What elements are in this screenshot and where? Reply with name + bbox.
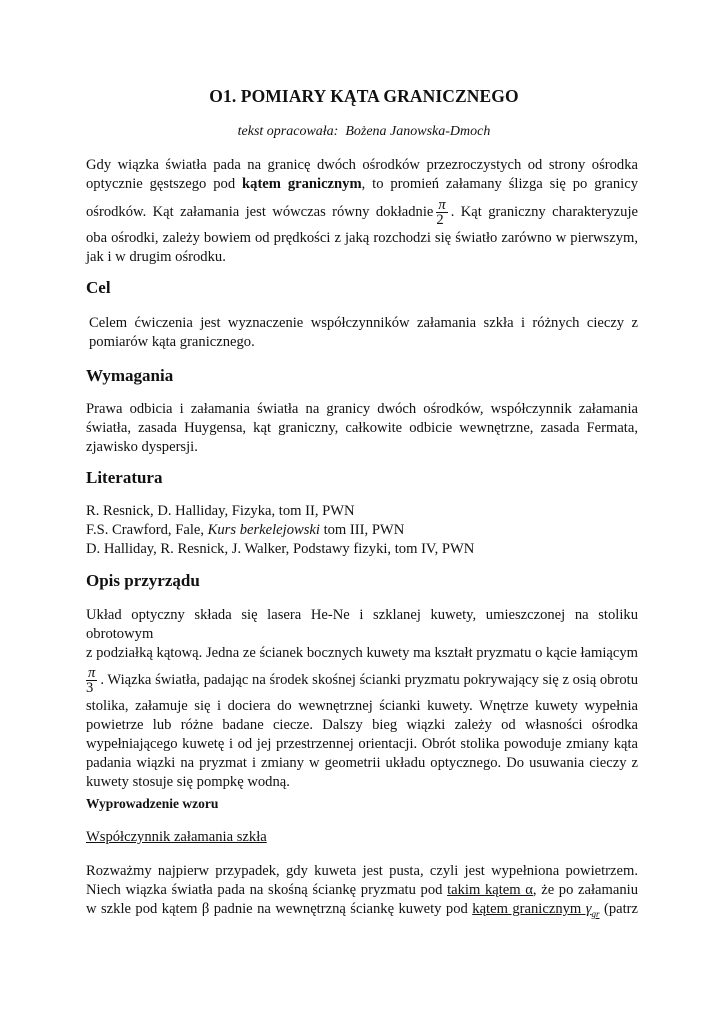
intro-line-5: jak i w drugim ośrodku. — [86, 249, 226, 265]
opis-line-3: $\frac{\pi}{3}$ . Wiązka światła, padając na środek skośnej ścianki pryzmatu pokrywający się z osią obrotu — [86, 665, 638, 696]
opis-line-7: padania wiązki na pryzmat i zmiany w geometrii układu optycznego. Do usuwania cieczy z — [86, 755, 638, 771]
reference-3: D. Halliday, R. Resnick, J. Walker, Podstawy fizyki, tom IV, PWN — [86, 541, 475, 557]
wymagania-line-1: Prawa odbicia i załamania światła na granicy dwóch ośrodków, współczynnik załamania — [86, 401, 638, 417]
opis-line-1: Układ optyczny składa się lasera He-Ne i szklanej kuwety, umieszczonej na stoliku obrotowym — [86, 607, 638, 642]
heading-wymagania: Wymagania — [86, 366, 174, 385]
reference-2: F.S. Crawford, Fale, Kurs berkelejowski tom III, PWN — [86, 522, 405, 538]
wymagania-paragraph — [86, 400, 638, 457]
opis-line-4: stolika, załamuje się i dociera do wewnętrznej ścianki kuwety. Wnętrze kuwety wypełnia — [86, 698, 638, 714]
wymagania-line-2: światła, zasada Huygensa, kąt graniczny, całkowite odbicie wewnętrzne, zasada Fermata, — [86, 420, 638, 436]
author-prefix: tekst opracowała — [237, 124, 334, 139]
opis-paragraph — [86, 606, 638, 792]
intro-line-3: ośrodków. Kąt załamania jest wówczas równy dokładnie $\frac{\pi}{2}$ . Kąt graniczny charakteryzuje — [86, 197, 638, 228]
cel-paragraph — [89, 314, 638, 352]
opis-line-6: wypełniającego kuwetę i od jej przestrzennej orientacji. Obrót stolika powoduje zmiany kąta — [86, 736, 638, 752]
author-line: tekst opracowała: Bożena Janowska-Dmoch — [237, 124, 491, 139]
opis-line-8: kuwety stosuje się pompkę wodną. — [86, 774, 290, 790]
wyprowadzenie-paragraph — [86, 862, 638, 924]
term-critical-angle: kątem granicznym — [242, 176, 362, 192]
author-name: Bożena Janowska-Dmoch — [345, 124, 491, 139]
heading-wyprowadzenie: Wyprowadzenie wzoru — [86, 796, 219, 811]
fraction-pi-over-3: $\frac{\pi}{3}$ — [86, 665, 96, 696]
reference-1: R. Resnick, D. Halliday, Fizyka, tom II, PWN — [86, 503, 355, 519]
intro-line-2: optycznie gęstszego pod kątem granicznym, to promień załamany ślizga się po granicy — [86, 176, 638, 192]
wyprowadzenie-line-3: w szkle pod kątem β padnie na wewnętrzną ściankę kuwety pod kątem granicznym $\gamma_{gr}$ (patrz — [86, 901, 638, 919]
cel-line-1: Celem ćwiczenia jest wyznaczenie współczynników załamania szkła i różnych cieczy z — [89, 315, 638, 331]
intro-line-1: Gdy wiązka światła pada na granicę dwóch ośrodków przezroczystych od strony ośrodka — [86, 157, 638, 173]
literatura-list — [86, 502, 638, 559]
wyprowadzenie-line-1: Rozważmy najpierw przypadek, gdy kuweta jest pusta, czyli jest wypełniona powietrzem. — [86, 863, 638, 879]
fraction-pi-over-2: $\frac{\pi}{2}$ — [436, 197, 446, 228]
intro-line-4: oba ośrodki, zależy bowiem od prędkości z jaką rozchodzi się światło zarówno w pierwszym, — [86, 230, 638, 246]
heading-cel: Cel — [86, 278, 111, 297]
subheading-wspolczynnik: Współczynnik załamania szkła — [86, 829, 267, 845]
heading-literatura: Literatura — [86, 468, 163, 487]
opis-line-2: z podziałką kątową. Jedna ze ścianek bocznych kuwety ma kształt pryzmatu o kącie łamiącym — [86, 645, 638, 661]
heading-opis: Opis przyrządu — [86, 571, 200, 590]
intro-paragraph — [86, 156, 638, 267]
opis-line-5: powietrze lub różne badane ciecze. Dalszy bieg wiązki zależy od własności ośrodka — [86, 717, 638, 733]
page-title: O1. POMIARY KĄTA GRANICZNEGO — [209, 86, 519, 106]
wyprowadzenie-line-2: Niech wiązka światła pada na skośną ściankę pryzmatu pod takim kątem α, że po załamaniu — [86, 882, 639, 898]
cel-line-2: pomiarów kąta granicznego. — [89, 334, 255, 350]
wymagania-line-3: zjawisko dyspersji. — [86, 439, 198, 455]
